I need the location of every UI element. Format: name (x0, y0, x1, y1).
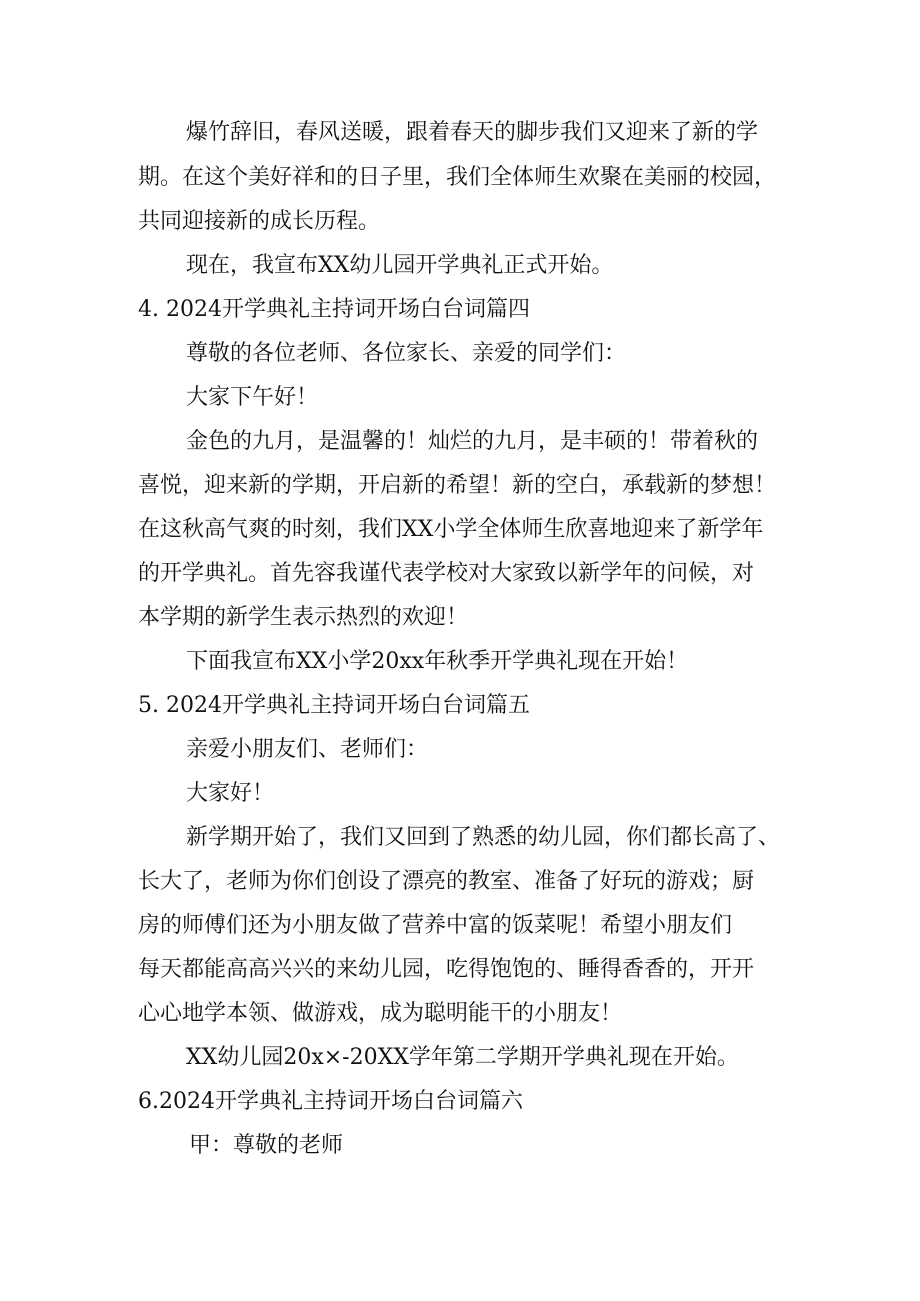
announcement: XX幼儿园20x×-20XX学年第二学期开学典礼现在开始。 (186, 1045, 739, 1070)
paragraph-line: 的开学典礼。首先容我谨代表学校对大家致以新学年的问候，对 (138, 561, 755, 586)
paragraph-line: 本学期的新学生表示热烈的欢迎！ (138, 605, 469, 630)
hello: 大家下午好！ (186, 385, 319, 410)
hello: 大家好！ (186, 781, 275, 806)
paragraph-line: 爆竹辞旧，春风送暖，跟着春天的脚步我们又迎来了新的学 (186, 120, 759, 145)
greeting: 尊敬的各位老师、各位家长、亲爱的同学们： (186, 341, 627, 366)
paragraph-line: 喜悦，迎来新的学期，开启新的希望！新的空白，承载新的梦想！ (138, 473, 777, 498)
section-heading: 5. 2024开学典礼主持词开场白台词篇五 (138, 693, 530, 718)
announcement: 下面我宣布XX小学20xx年秋季开学典礼现在开始！ (186, 649, 689, 674)
section-heading: 4. 2024开学典礼主持词开场白台词篇四 (138, 297, 530, 322)
announcement: 现在，我宣布XX幼儿园开学典礼正式开始。 (186, 253, 614, 278)
paragraph-line: 每天都能高高兴兴的来幼儿园，吃得饱饱的、睡得香香的，开开 (138, 957, 755, 982)
paragraph-line: 新学期开始了，我们又回到了熟悉的幼儿园，你们都长高了、 (186, 825, 781, 850)
greeting: 亲爱小朋友们、老师们： (186, 737, 429, 762)
paragraph-line: 在这秋高气爽的时刻，我们XX小学全体师生欣喜地迎来了新学年 (138, 517, 764, 542)
paragraph-line: 长大了，老师为你们创设了漂亮的教室、准备了好玩的游戏；厨 (138, 869, 755, 894)
paragraph-line: 房的师傅们还为小朋友做了营养中富的饭菜呢！希望小朋友们 (138, 913, 733, 938)
paragraph-line: 金色的九月，是温馨的！灿烂的九月，是丰硕的！带着秋的 (186, 429, 759, 454)
paragraph-line: 共同迎接新的成长历程。 (138, 209, 381, 234)
dialogue-line: 甲：尊敬的老师 (189, 1133, 344, 1158)
paragraph-line: 期。在这个美好祥和的日子里，我们全体师生欢聚在美丽的校园， (138, 165, 777, 190)
section-heading: 6.2024开学典礼主持词开场白台词篇六 (138, 1089, 523, 1114)
paragraph-line: 心心地学本领、做游戏，成为聪明能干的小朋友！ (138, 1001, 623, 1026)
